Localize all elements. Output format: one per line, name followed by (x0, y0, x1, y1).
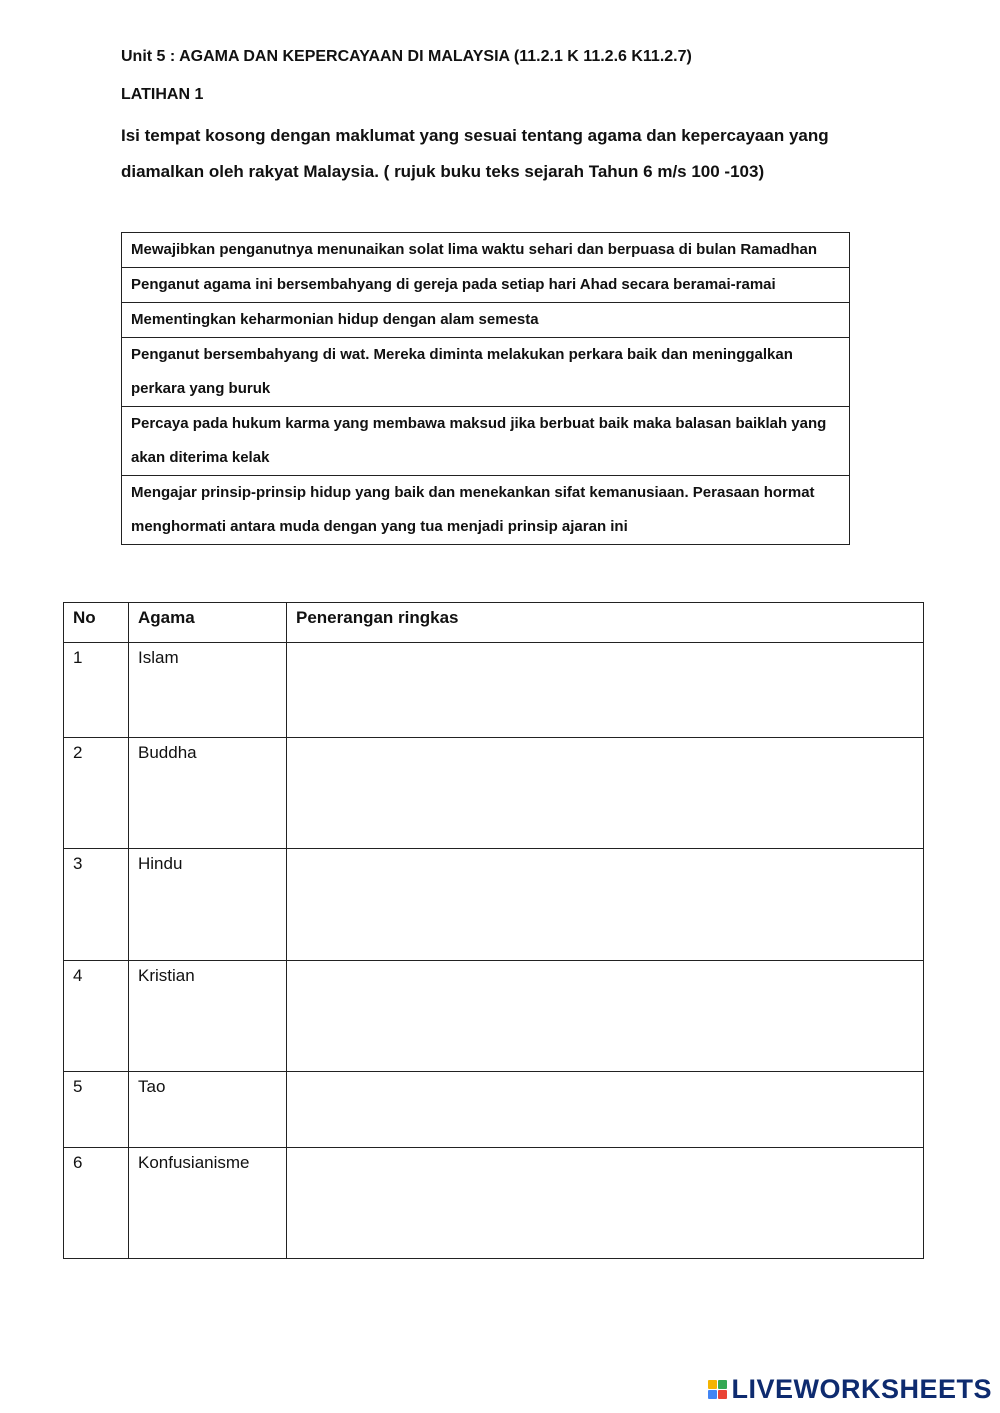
liveworksheets-watermark (708, 1374, 992, 1405)
row-number: 5 (64, 1072, 129, 1148)
answer-drop-cell[interactable] (287, 1148, 924, 1259)
answer-table (63, 602, 924, 1259)
clue-row (122, 338, 850, 407)
answer-table-header (64, 603, 924, 643)
clue-text[interactable]: Mementingkan keharmonian hidup dengan alam semesta (122, 303, 850, 338)
clue-row (122, 303, 850, 338)
row-number: 1 (64, 643, 129, 738)
clue-text[interactable]: Mengajar prinsip-prinsip hidup yang baik dan menekankan sifat kemanusiaan. Perasaan hormat menghormati antara muda dengan yang tua menjadi prinsip ajaran ini (122, 476, 850, 545)
header-agama: Agama (129, 603, 287, 643)
row-number: 6 (64, 1148, 129, 1259)
instructions: Isi tempat kosong dengan maklumat yang sesuai tentang agama dan kepercayaan yang diamalkan oleh rakyat Malaysia. ( rujuk buku teks sejarah Tahun 6 m/s 100 -103) (121, 126, 829, 181)
watermark-text: LIVEWORKSHEETS (731, 1374, 992, 1404)
religion-name: Tao (129, 1072, 287, 1148)
table-row (64, 849, 924, 961)
header-penerangan: Penerangan ringkas (287, 603, 924, 643)
clue-text[interactable]: Percaya pada hukum karma yang membawa maksud jika berbuat baik maka balasan baiklah yang akan diterima kelak (122, 407, 850, 476)
religion-name: Hindu (129, 849, 287, 961)
unit-title: Unit 5 : AGAMA DAN KEPERCAYAAN DI MALAYSIA (11.2.1 K 11.2.6 K11.2.7) (121, 48, 692, 65)
row-number: 4 (64, 961, 129, 1072)
religion-name: Kristian (129, 961, 287, 1072)
answer-drop-cell[interactable] (287, 961, 924, 1072)
liveworksheets-logo-icon (708, 1380, 727, 1399)
answer-drop-cell[interactable] (287, 1072, 924, 1148)
answer-drop-cell[interactable] (287, 643, 924, 738)
table-row (64, 1072, 924, 1148)
header-no: No (64, 603, 129, 643)
clue-row (122, 476, 850, 545)
logo-square (718, 1380, 727, 1389)
clue-text[interactable]: Penganut agama ini bersembahyang di gereja pada setiap hari Ahad secara beramai-ramai (122, 268, 850, 303)
exercise-label: LATIHAN 1 (121, 86, 204, 103)
row-number: 3 (64, 849, 129, 961)
clue-text[interactable]: Penganut bersembahyang di wat. Mereka diminta melakukan perkara baik dan meninggalkan perkara yang buruk (122, 338, 850, 407)
table-row (64, 738, 924, 849)
logo-square (708, 1380, 717, 1389)
religion-name: Islam (129, 643, 287, 738)
table-row (64, 961, 924, 1072)
religion-name: Konfusianisme (129, 1148, 287, 1259)
logo-square (718, 1390, 727, 1399)
clue-row (122, 233, 850, 268)
clue-row (122, 407, 850, 476)
row-number: 2 (64, 738, 129, 849)
logo-square (708, 1390, 717, 1399)
answer-drop-cell[interactable] (287, 738, 924, 849)
answer-drop-cell[interactable] (287, 849, 924, 961)
clue-row (122, 268, 850, 303)
table-row (64, 1148, 924, 1259)
religion-name: Buddha (129, 738, 287, 849)
table-row (64, 643, 924, 738)
clue-text[interactable]: Mewajibkan penganutnya menunaikan solat lima waktu sehari dan berpuasa di bulan Ramadhan (122, 233, 850, 268)
clue-table (121, 232, 850, 545)
